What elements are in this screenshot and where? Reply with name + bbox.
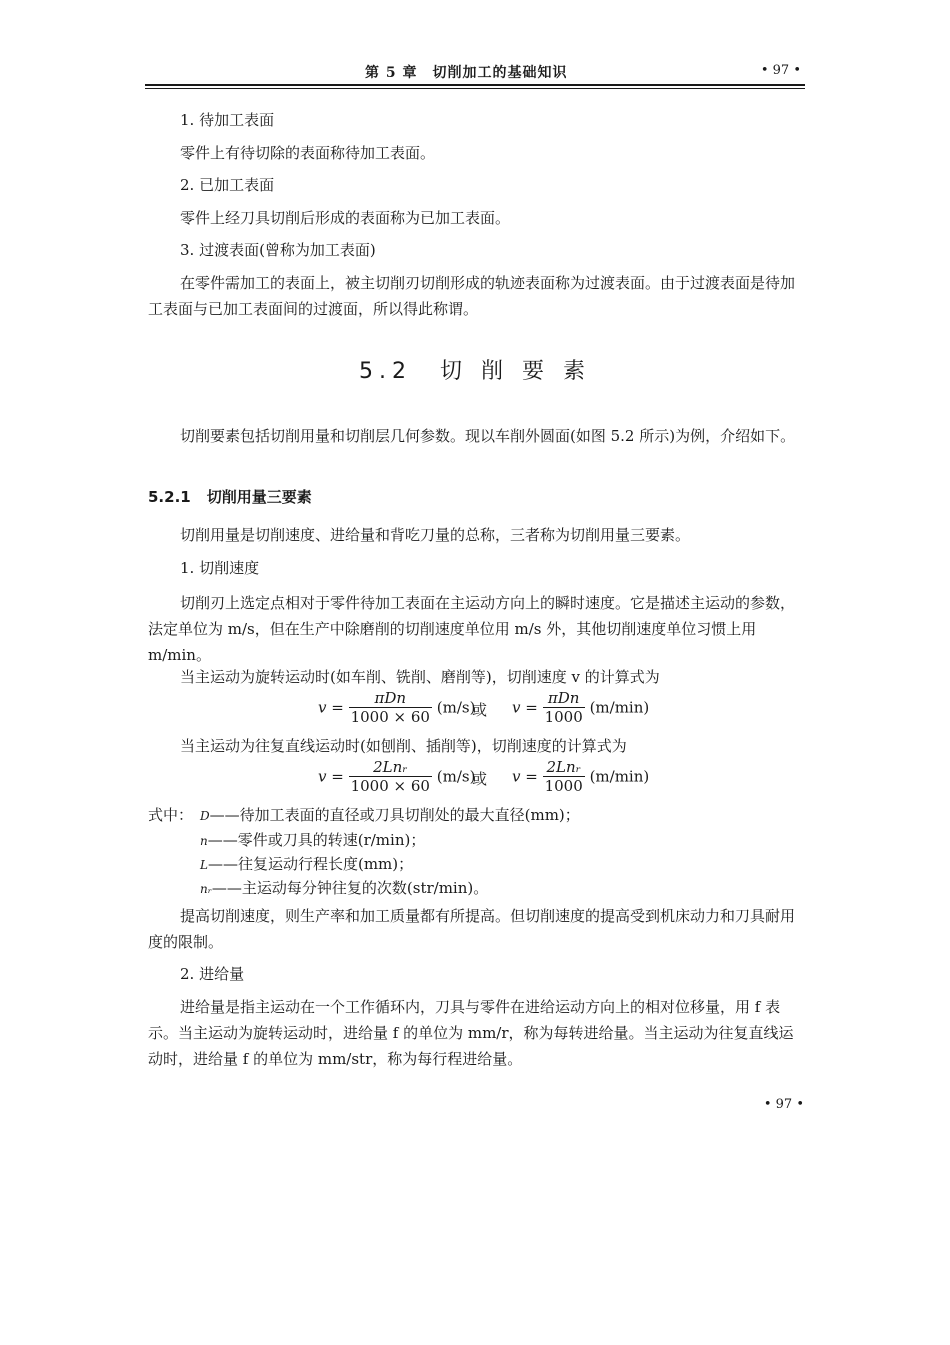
header-page-number: • 97 • — [760, 63, 801, 78]
subsection-intro: 切削用量是切削速度、进给量和背吃刀量的总称，三者称为切削用量三要素。 — [180, 526, 691, 544]
definition-symbol: n — [200, 834, 208, 848]
header-rule-thick — [145, 84, 805, 86]
formula-or: 或 — [472, 701, 488, 719]
item-label-to-be-machined: 1. 待加工表面 — [180, 111, 275, 129]
formula-or: 或 — [472, 770, 488, 788]
reciprocating-intro: 当主运动为往复直线运动时(如刨削、插削等)，切削速度的计算式为 — [180, 737, 627, 755]
formula-denominator: 1000 — [544, 777, 583, 795]
definition-text: ——往复运动行程长度(mm)； — [207, 855, 414, 873]
formula-numerator: 2Lnᵣ — [349, 758, 432, 777]
formula-fraction — [349, 689, 432, 726]
definition-symbol: L — [200, 858, 208, 872]
subsection-title: 切削用量三要素 — [206, 488, 312, 506]
speed-label: 1. 切削速度 — [180, 559, 260, 577]
formula-unit: (m/min) — [589, 767, 650, 786]
formula-lhs: v = — [318, 767, 344, 786]
formula-numerator: πDn — [349, 689, 432, 708]
chapter-title: 第 5 章 切削加工的基础知识 — [365, 65, 568, 81]
formula-recip-ms — [318, 758, 475, 798]
formula-lhs: v = — [512, 698, 538, 717]
formula-row-rotary — [0, 689, 950, 729]
formula-denominator: 1000 — [544, 708, 583, 726]
item-text-machined: 零件上经刀具切削后形成的表面称为已加工表面。 — [180, 209, 511, 227]
rotary-intro: 当主运动为旋转运动时(如车削、铣削、磨削等)，切削速度 v 的计算式为 — [180, 668, 660, 686]
definitions-prefix: 式中： — [148, 806, 194, 824]
speed-conclusion: 提高切削速度，则生产率和加工质量都有所提高。但切削速度的提高受到机床动力和刀具耐用度的限制。 — [148, 907, 796, 951]
formula-lhs: v = — [318, 698, 344, 717]
footer-page-number: • 97 • — [763, 1097, 804, 1112]
formula-recip-mmin — [512, 758, 649, 798]
definition-text: ——零件或刀具的转速(r/min)； — [207, 831, 426, 849]
section-intro: 切削要素包括切削用量和切削层几何参数。现以车削外圆面(如图 5.2 所示)为例，介绍如下。 — [180, 427, 796, 445]
definition-l — [200, 852, 413, 877]
formula-lhs: v = — [512, 767, 538, 786]
subsection-number: 5.2.1 — [148, 488, 191, 506]
formula-numerator: 2Lnᵣ — [543, 758, 585, 777]
feed-definition: 进给量是指主运动在一个工作循环内，刀具与零件在进给运动方向上的相对位移量，用 f 表示。当主运动为旋转运动时，进给量 f 的单位为 mm/r，称为每转进给量。当主运动为往复直线运动时，进给量 f 的单位为 mm/str，称为每行程进给量。 — [148, 998, 794, 1068]
formula-numerator: πDn — [543, 689, 585, 708]
formula-fraction — [543, 689, 585, 726]
item-text-to-be-machined: 零件上有待切除的表面称待加工表面。 — [180, 144, 436, 162]
formula-denominator: 1000 × 60 — [350, 708, 430, 726]
header-rule-thin — [145, 88, 805, 89]
definition-symbol: D — [200, 809, 210, 823]
formula-unit: (m/s) — [436, 698, 476, 717]
definition-n — [200, 828, 425, 853]
speed-definition: 切削刃上选定点相对于零件待加工表面在主运动方向上的瞬时速度。它是描述主运动的参数，法定单位为 m/s，但在生产中除磨削的切削速度单位用 m/s 外，其他切削速度单位习惯上用 m/min。 — [148, 594, 796, 664]
item-text-transition: 在零件需加工的表面上，被主切削刃切削形成的轨迹表面称为过渡表面。由于过渡表面是待加工表面与已加工表面间的过渡面，所以得此称谓。 — [148, 274, 796, 318]
section-title: 5.2 切 削 要 素 — [359, 359, 591, 384]
definition-nr — [200, 876, 488, 901]
definition-d — [200, 803, 580, 828]
subsection-heading — [148, 486, 312, 507]
formula-fraction — [543, 758, 585, 795]
definition-text: ——待加工表面的直径或刀具切削处的最大直径(mm)； — [209, 806, 580, 824]
formula-unit: (m/min) — [589, 698, 650, 717]
feed-label: 2. 进给量 — [180, 965, 245, 983]
formula-rotary-mmin — [512, 689, 649, 729]
formula-row-reciprocating — [0, 758, 950, 798]
formula-denominator: 1000 × 60 — [350, 777, 430, 795]
item-label-machined: 2. 已加工表面 — [180, 176, 275, 194]
definition-symbol: nᵣ — [200, 882, 212, 896]
formula-fraction — [349, 758, 432, 795]
formula-unit: (m/s) — [436, 767, 476, 786]
definition-text: ——主运动每分钟往复的次数(str/min)。 — [211, 879, 489, 897]
formula-rotary-ms — [318, 689, 475, 729]
running-header — [145, 62, 805, 82]
item-label-transition: 3. 过渡表面(曾称为加工表面) — [180, 241, 376, 259]
